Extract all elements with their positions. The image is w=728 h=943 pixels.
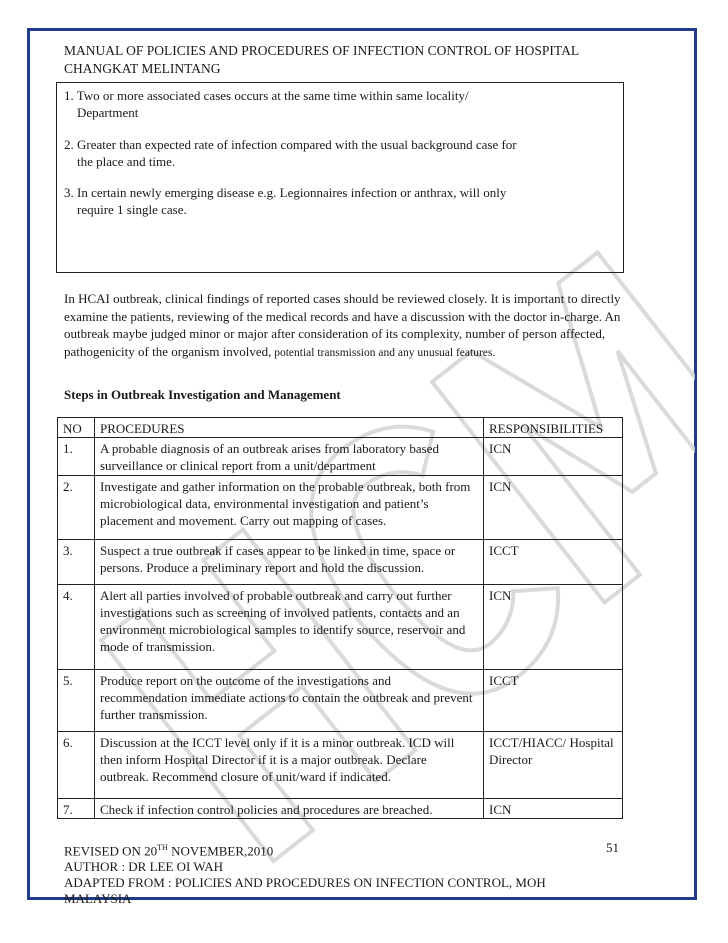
row-no: 1. bbox=[58, 438, 95, 476]
footer-revised: REVISED ON 20TH NOVEMBER,2010 bbox=[64, 843, 274, 859]
outbreak-paragraph bbox=[64, 290, 624, 362]
footer-author: AUTHOR : DR LEE OI WAH bbox=[64, 859, 223, 875]
table-row bbox=[58, 540, 623, 585]
row-responsibility: ICN bbox=[484, 585, 623, 670]
row-responsibility: ICN bbox=[484, 476, 623, 540]
procedures-table bbox=[57, 417, 623, 819]
header-line-2: CHANGKAT MELINTANG bbox=[64, 61, 221, 76]
row-procedure: A probable diagnosis of an outbreak arises from laboratory based surveillance or clinical report from a unit/department bbox=[95, 438, 484, 476]
table-row bbox=[58, 585, 623, 670]
footer-adapted-cont: MALAYSIA bbox=[64, 891, 132, 907]
table-row bbox=[58, 799, 623, 819]
criteria-item: 2. Greater than expected rate of infection compared with the usual background case for the place and time. bbox=[64, 137, 517, 169]
footer-adapted: ADAPTED FROM : POLICIES AND PROCEDURES ON INFECTION CONTROL, MOH bbox=[64, 875, 546, 891]
table-row bbox=[58, 476, 623, 540]
row-no: 7. bbox=[58, 799, 95, 819]
row-no: 4. bbox=[58, 585, 95, 670]
row-procedure: Check if infection control policies and procedures are breached. bbox=[95, 799, 484, 819]
page-number: 51 bbox=[606, 840, 619, 855]
table-header-row bbox=[58, 418, 623, 438]
row-responsibility: ICN bbox=[484, 799, 623, 819]
row-responsibility: ICCT/HIACC/ Hospital Director bbox=[484, 732, 623, 799]
row-no: 2. bbox=[58, 476, 95, 540]
row-no: 5. bbox=[58, 670, 95, 732]
outbreak-criteria-box bbox=[56, 82, 624, 273]
paragraph-small: potential transmission and any unusual features. bbox=[271, 346, 496, 359]
row-procedure: Discussion at the ICCT level only if it is a minor outbreak. ICD will then inform Hospital Director if it is a major outbreak. Declare outbreak. Recommend closure of unit/ward if indicated. bbox=[95, 732, 484, 799]
criteria-item: 1. Two or more associated cases occurs at the same time within same locality/ Department bbox=[64, 88, 469, 120]
steps-heading: Steps in Outbreak Investigation and Management bbox=[64, 387, 341, 402]
row-procedure: Suspect a true outbreak if cases appear to be linked in time, space or persons. Produce a preliminary report and hold the discussion. bbox=[95, 540, 484, 585]
row-responsibility: ICN bbox=[484, 438, 623, 476]
header-no: NO bbox=[58, 418, 95, 438]
paragraph-main: In HCAI outbreak, clinical findings of reported cases should be reviewed closely. It is important to directly examine the patients, reviewing of the medical records and have a discussion with the doctor in-charge. An outbreak maybe judged minor or major after consideration of its complexity, number of person affected, pathogenicity of the organism involved, bbox=[64, 291, 621, 359]
row-procedure: Alert all parties involved of probable outbreak and carry out further investigations such as screening of involved patients, contacts and an environment microbiological samples to identify source, reservoir and mode of transmission. bbox=[95, 585, 484, 670]
header-procedures: PROCEDURES bbox=[95, 418, 484, 438]
row-procedure: Produce report on the outcome of the investigations and recommendation immediate actions to contain the outbreak and prevent further transmission. bbox=[95, 670, 484, 732]
row-no: 3. bbox=[58, 540, 95, 585]
document-footer bbox=[64, 840, 546, 907]
table-row bbox=[58, 732, 623, 799]
row-responsibility: ICCT bbox=[484, 540, 623, 585]
row-procedure: Investigate and gather information on the probable outbreak, both from microbiological data, environmental investigation and patient’s placement and movement. Carry out mapping of cases. bbox=[95, 476, 484, 540]
table-row bbox=[58, 438, 623, 476]
header-responsibilities: RESPONSIBILITIES bbox=[484, 418, 623, 438]
row-no: 6. bbox=[58, 732, 95, 799]
table-row bbox=[58, 670, 623, 732]
row-responsibility: ICCT bbox=[484, 670, 623, 732]
criteria-item: 3. In certain newly emerging disease e.g. Legionnaires infection or anthrax, will only require 1 single case. bbox=[64, 185, 507, 217]
header-line-1: MANUAL OF POLICIES AND PROCEDURES OF INFECTION CONTROL OF HOSPITAL bbox=[64, 43, 580, 58]
document-header bbox=[64, 42, 664, 78]
